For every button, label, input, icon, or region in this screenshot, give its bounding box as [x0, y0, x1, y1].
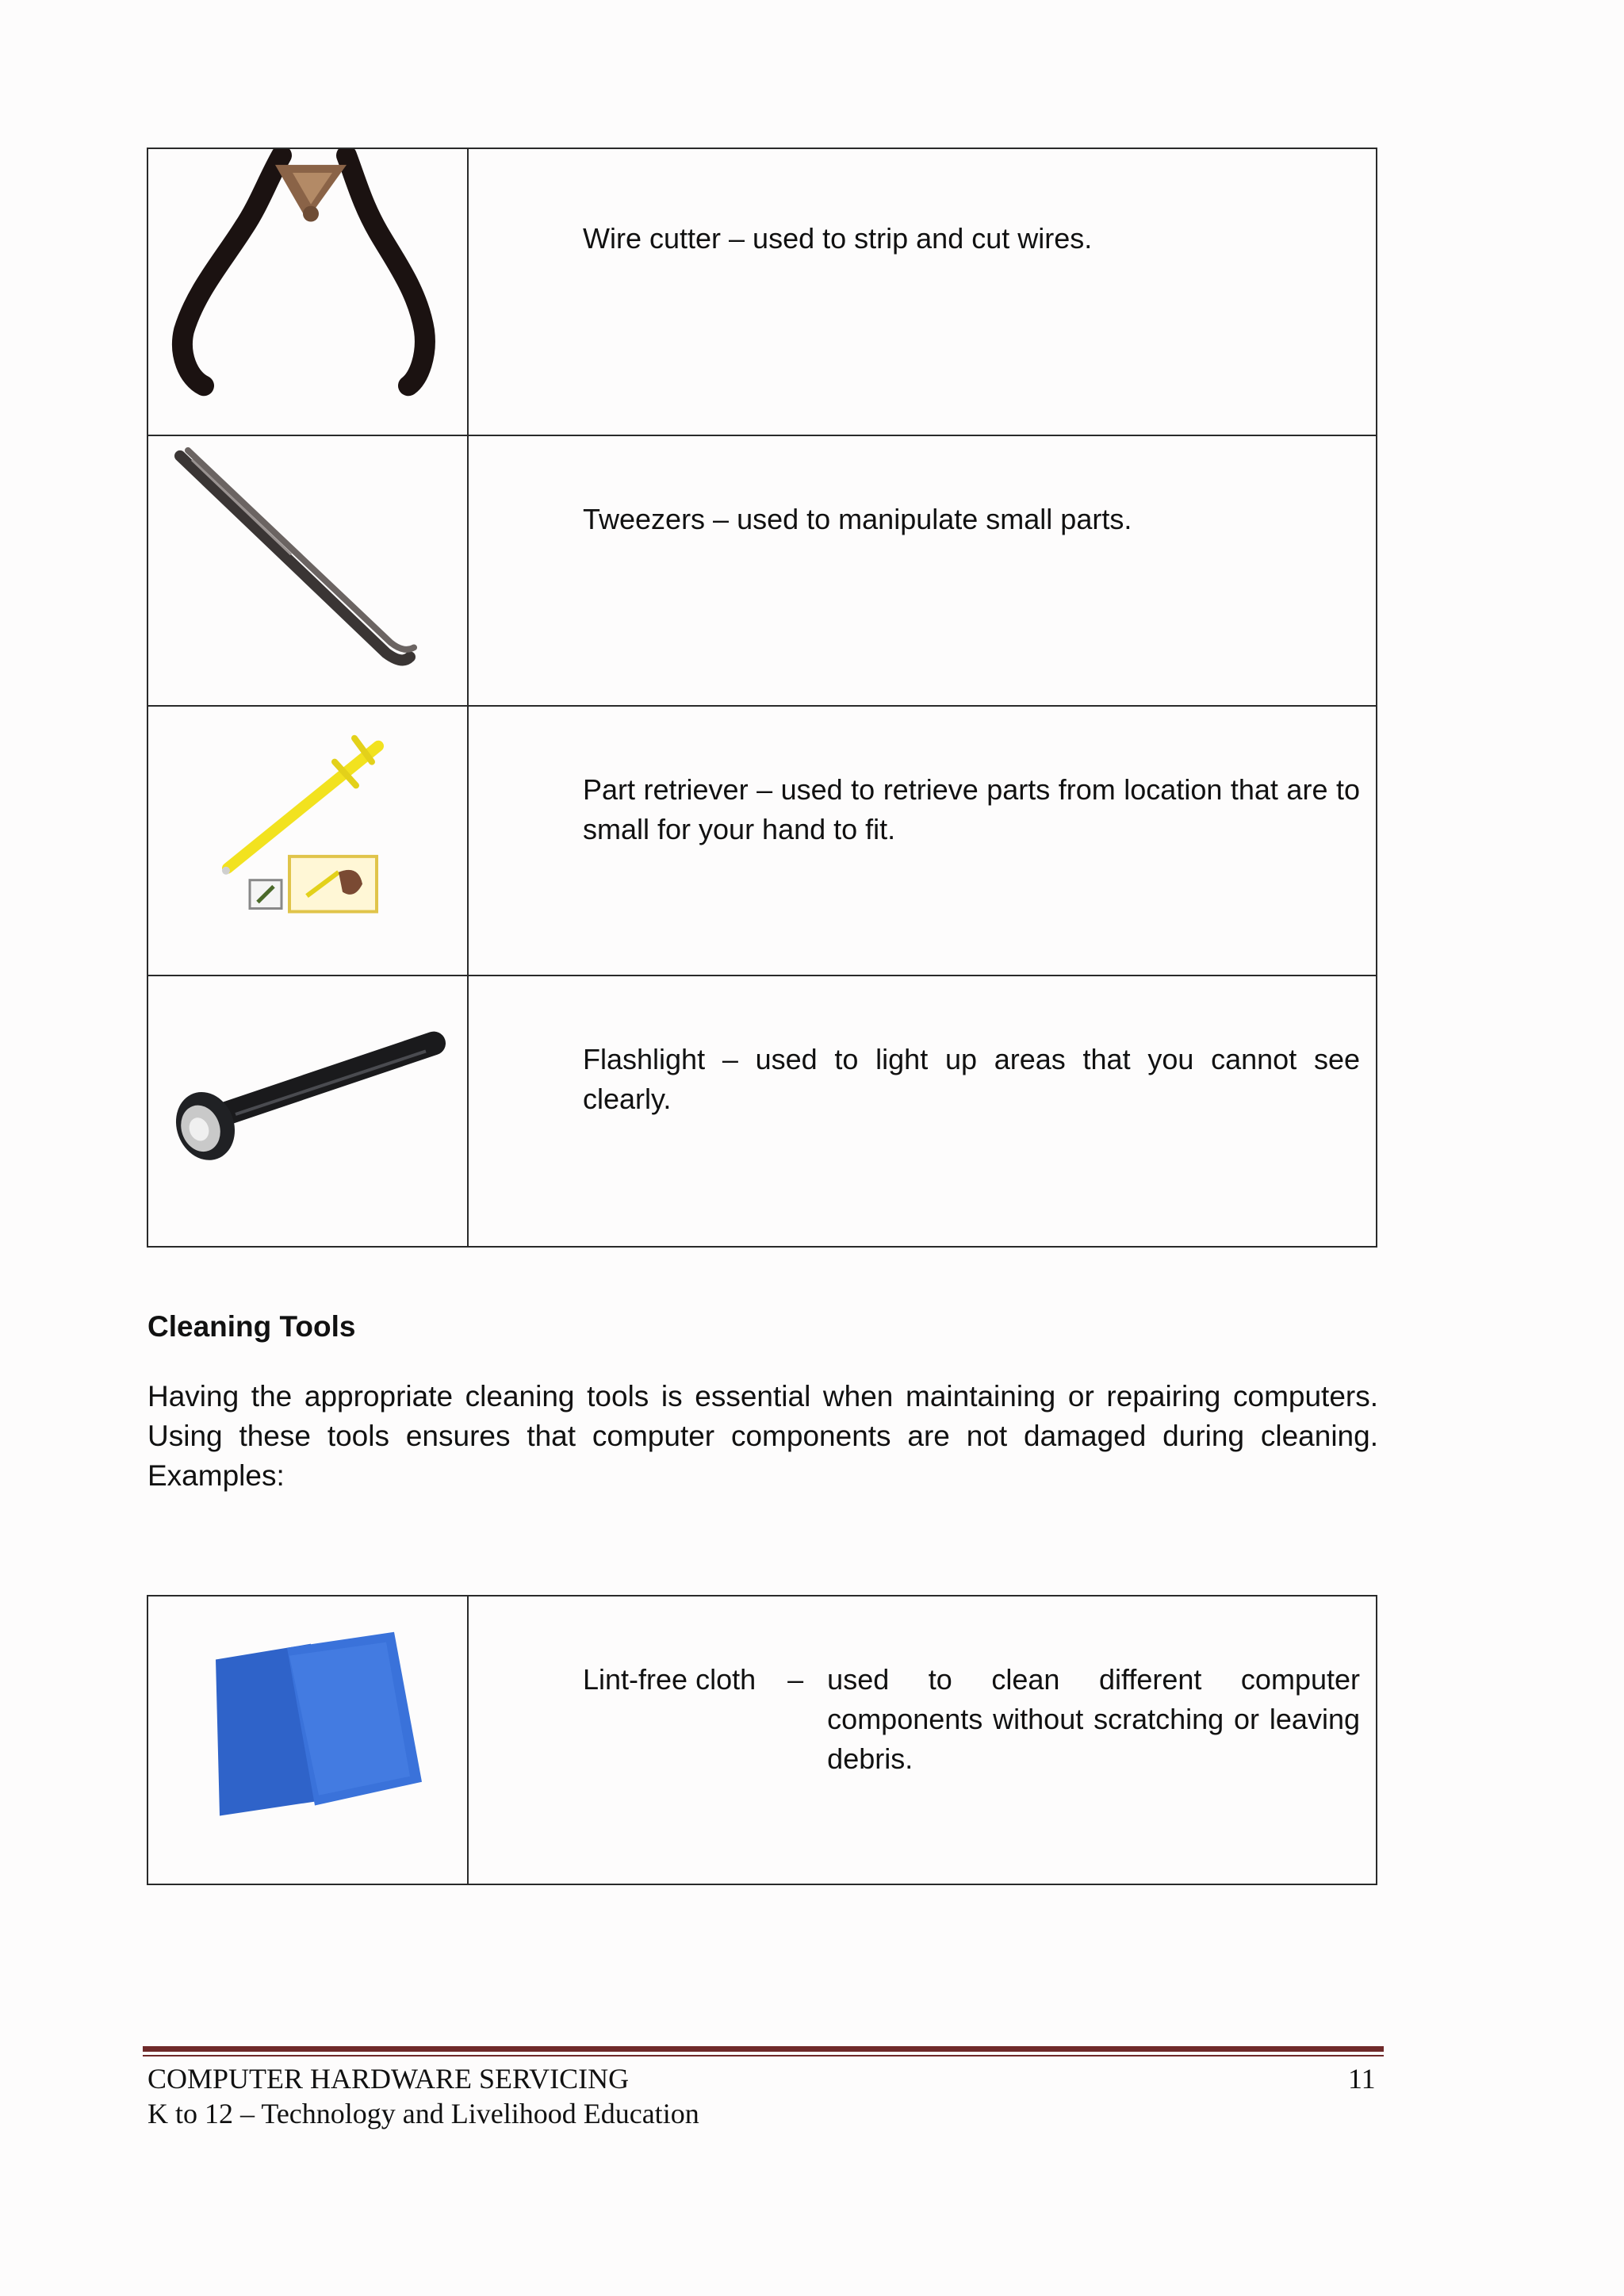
term-label: Lint-free cloth – [583, 1663, 804, 1696]
section-paragraph: Having the appropriate cleaning tools is essential when maintaining or repairing computers. Using these tools ensures that computer components are not damaged during cleaning. Examples: [147, 1380, 1378, 1492]
hanging-definition [583, 1660, 1360, 1779]
footer-rule [143, 2046, 1384, 2052]
part-retriever-description: Part retriever – used to retrieve parts from location that are to small for your hand to fit. [468, 706, 1377, 976]
footer-rule-thin [143, 2055, 1384, 2056]
tweezers-description: Tweezers – used to manipulate small parts. [468, 435, 1377, 706]
wire-cutter-image-cell [147, 148, 468, 435]
definition-text: used to clean different computer components without scratching or leaving debris. [827, 1663, 1360, 1775]
lint-free-cloth-icon [148, 1596, 467, 1884]
tweezers-icon [148, 436, 467, 705]
flashlight-description: Flashlight – used to light up areas that you cannot see clearly. [468, 976, 1377, 1247]
part-retriever-icon [148, 707, 467, 975]
table-row [147, 706, 1377, 976]
lint-free-cloth-image-cell [147, 1596, 468, 1884]
wire-cutter-icon [148, 149, 467, 435]
tweezers-image-cell [147, 435, 468, 706]
table-row [147, 148, 1377, 435]
footer-title: COMPUTER HARDWARE SERVICING [147, 2063, 630, 2095]
lint-free-cloth-description [468, 1596, 1377, 1884]
flashlight-icon [148, 976, 467, 1246]
footer-subtitle: K to 12 – Technology and Livelihood Education [147, 2098, 699, 2129]
flashlight-image-cell [147, 976, 468, 1247]
wire-cutter-description: Wire cutter – used to strip and cut wires. [468, 148, 1377, 435]
cleaning-tools-table [147, 1595, 1377, 1885]
page-number: 11 [1348, 2063, 1376, 2095]
section-heading: Cleaning Tools [147, 1310, 356, 1343]
table-row [147, 976, 1377, 1247]
table-row [147, 1596, 1377, 1884]
hand-tools-table [147, 148, 1377, 1248]
table-row [147, 435, 1377, 706]
part-retriever-image-cell [147, 706, 468, 976]
